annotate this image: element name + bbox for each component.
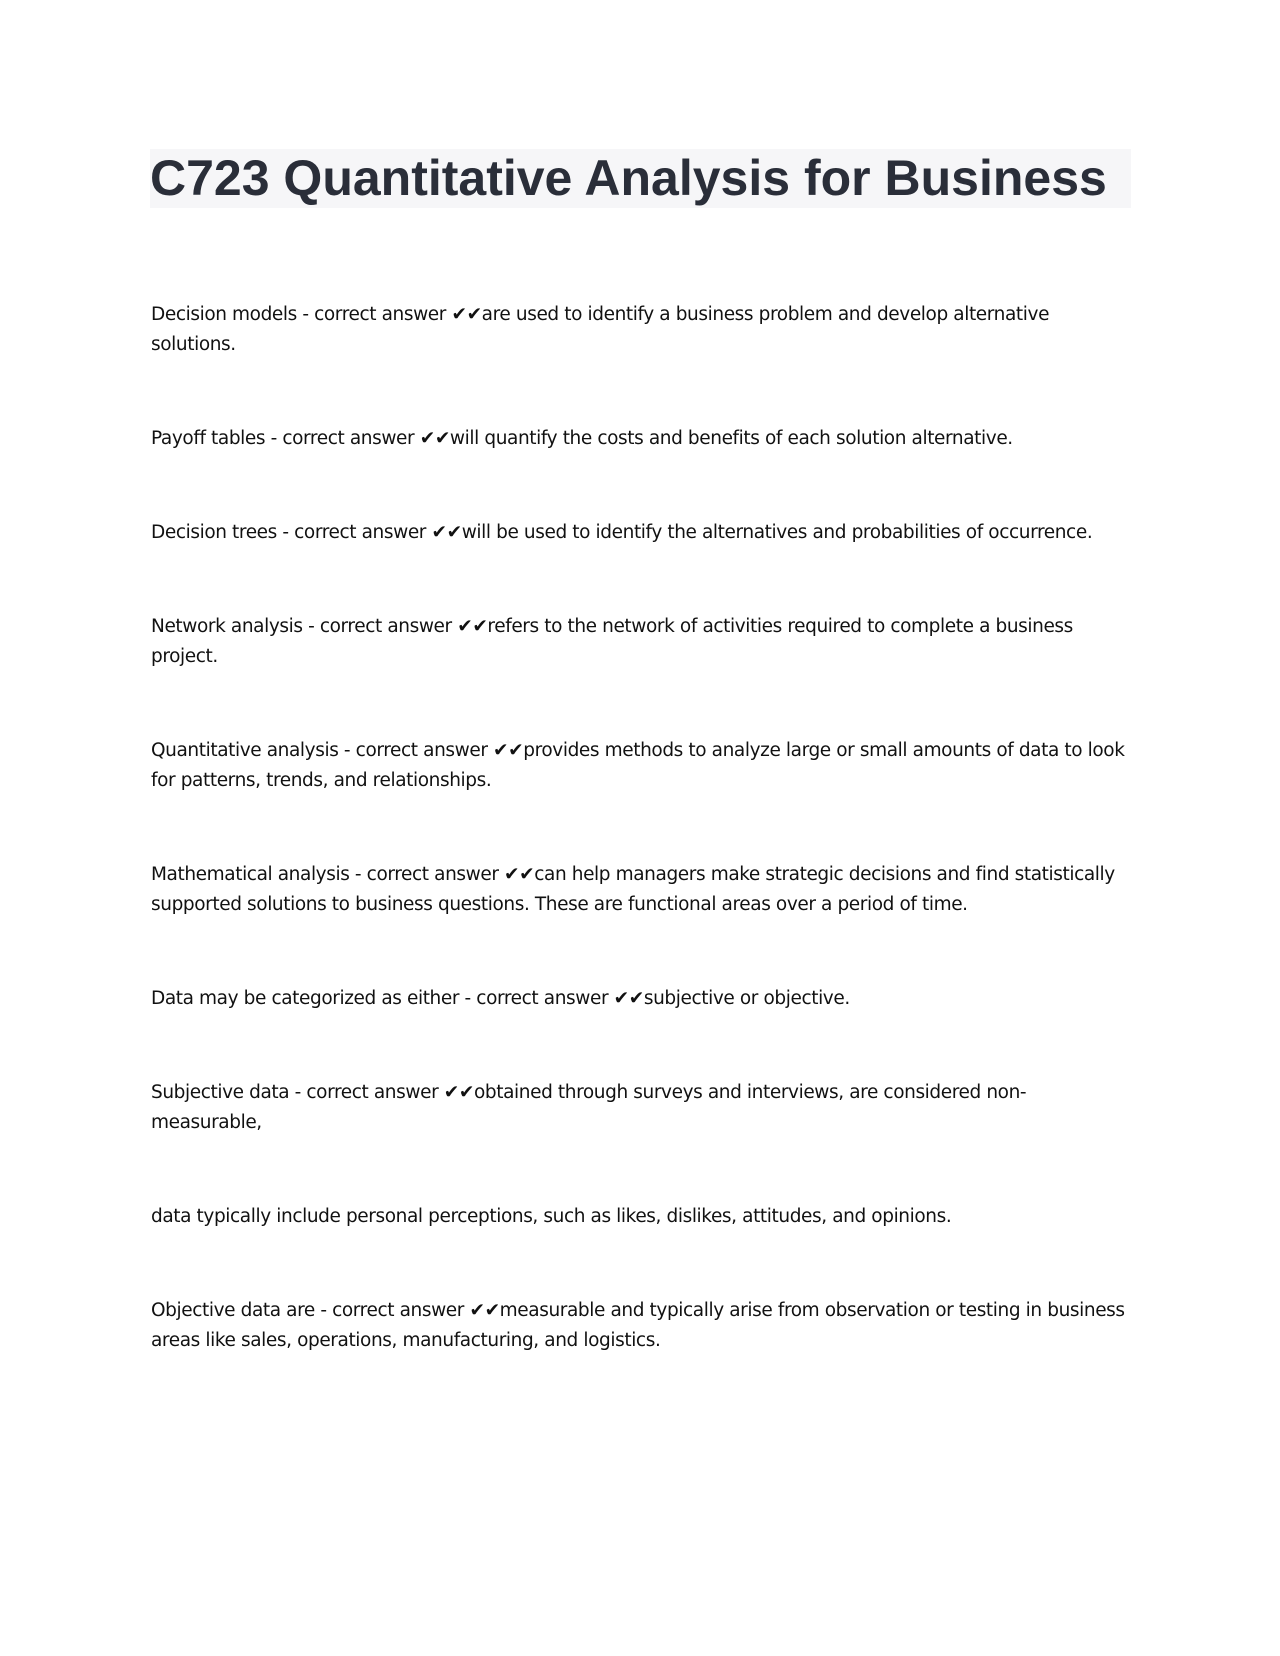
entry-mathematical-analysis: Mathematical analysis - correct answer ✔✔can help managers make strategic decisions and find statistically supported solutions to business questions. These are functional areas over a period of time. (151, 864, 1115, 915)
entry-payoff-tables: Payoff tables - correct answer ✔✔will quantify the costs and benefits of each solution alternative. (151, 428, 1013, 449)
entry-subjective-data: Subjective data - correct answer ✔✔obtained through surveys and interviews, are considered non-measurable, (151, 1082, 1027, 1133)
entry-data-categories: Data may be categorized as either - correct answer ✔✔subjective or objective. (151, 988, 850, 1009)
document-title: C723 Quantitative Analysis for Business (150, 149, 1131, 208)
entry-subjective-data-continued: data typically include personal perceptions, such as likes, dislikes, attitudes, and opinions. (151, 1206, 952, 1227)
entry-network-analysis: Network analysis - correct answer ✔✔refers to the network of activities required to complete a business project. (151, 616, 1073, 667)
entry-quantitative-analysis: Quantitative analysis - correct answer ✔✔provides methods to analyze large or small amounts of data to look for patterns, trends, and relationships. (151, 740, 1125, 791)
entry-decision-trees: Decision trees - correct answer ✔✔will be used to identify the alternatives and probabilities of occurrence. (151, 522, 1093, 543)
entry-decision-models: Decision models - correct answer ✔✔are used to identify a business problem and develop alternative solutions. (151, 304, 1050, 355)
entry-objective-data: Objective data are - correct answer ✔✔measurable and typically arise from observation or testing in business areas like sales, operations, manufacturing, and logistics. (151, 1300, 1125, 1351)
entry-list (151, 300, 1136, 1420)
